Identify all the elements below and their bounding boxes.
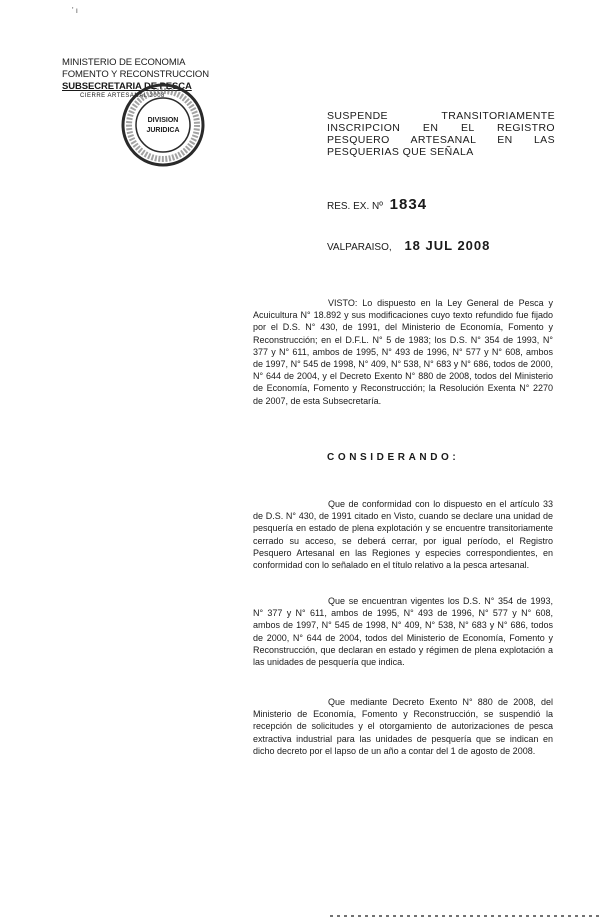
considerando-paragraph-2 [253,595,553,668]
resolution-number-line [327,196,427,213]
ministry-line-3: SUBSECRETARIA DE PESCA [62,81,192,92]
subject-line-2: INSCRIPCION EN EL REGISTRO [327,122,555,134]
considerando-paragraph-3 [253,696,553,757]
date-stamp: 18 JUL 2008 [404,238,491,253]
division-seal-stamp [120,82,206,168]
resolution-number: 1834 [389,196,428,213]
considerando-text-2: Que se encuentran vigentes los D.S. N° 354 de 1993, N° 377 y N° 611, ambos de 1995, N° 493 de 1996, N° 577 y N° 608, ambos de 1997, N° 545 de 1998, N° 409, N° 538, N° 683 y N° 686, todos de 2000, N° 644 de 2004, todos del Ministerio de Economía, Fomento y Reconstrucción, que declaran en estado y régimen de plena explotación a las unidades de pesquería que indica. [253,596,553,668]
considerando-text-1: Que de conformidad con lo dispuesto en el artículo 33 de D.S. N° 430, de 1991 citado en Visto, cuando se declare una unidad de pesquería en estado de plena explotación y se encuentre transitoriamente cerrado su acceso, se deberá cerrar, por igual período, el Registro Pesquero Artesanal en las Regiones y especies correspondientes, en conformidad con lo señalado en el título relativo a la pesca artesanal. [253,499,553,571]
visto-text: Lo dispuesto en la Ley General de Pesca y Acuicultura N° 18.892 y sus modificaciones cuyo texto refundido fue fijado por el D.S. N° 430, de 1991, del Ministerio de Economía, Fomento y Reconstrucción; en el D.F.L. N° 5 de 1983; los D.S. N° 354 de 1993, N° 377 y N° 611, ambos de 1995, N° 493 de 1996, N° 577 y N° 608, ambos de 1997, N° 545 de 1998, N° 409, N° 538, N° 683 y N° 686, todos de 2000, N° 644 de 2004, y el Decreto Exento N° 880 de 2008, todos del Ministerio de Economía, Fomento y Reconstrucción; la Resolución Exenta N° 2270 de 2007, de esta Subsecretaría. [253,298,553,406]
svg-text:JURIDICA: JURIDICA [146,127,180,134]
ministry-line-1: MINISTERIO DE ECONOMIA [62,57,186,68]
department-line: CIERRE ARTESANAL 2008 [80,93,165,99]
visto-lead: VISTO: [328,298,358,308]
scan-mark: ' ı [72,6,78,15]
page-edge-scan-artifact [0,913,600,919]
considerando-paragraph-1 [253,498,553,571]
resolution-subject [327,110,555,158]
place-date-line [327,238,490,253]
considerando-heading: CONSIDERANDO: [327,452,460,463]
subject-line-4: PESQUERIAS QUE SEÑALA [327,146,474,158]
subject-line-1: SUSPENDE TRANSITORIAMENTE [327,110,555,122]
ministry-line-2: FOMENTO Y RECONSTRUCCION [62,69,209,80]
visto-paragraph [253,297,553,407]
place: VALPARAISO, [327,242,392,253]
subject-line-3: PESQUERO ARTESANAL EN LAS [327,134,555,146]
svg-text:DIVISION: DIVISION [147,117,179,124]
resolution-label: RES. EX. Nº [327,201,383,212]
considerando-text-3: Que mediante Decreto Exento N° 880 de 2008, del Ministerio de Economía, Fomento y Reconstrucción, se suspendió la recepción de solicitudes y el otorgamiento de autorizaciones de pesca extractiva industrial para las unidades de pesquería que se indican en dicho decreto por el lapso de un año a contar del 1 de agosto de 2008. [253,697,553,756]
